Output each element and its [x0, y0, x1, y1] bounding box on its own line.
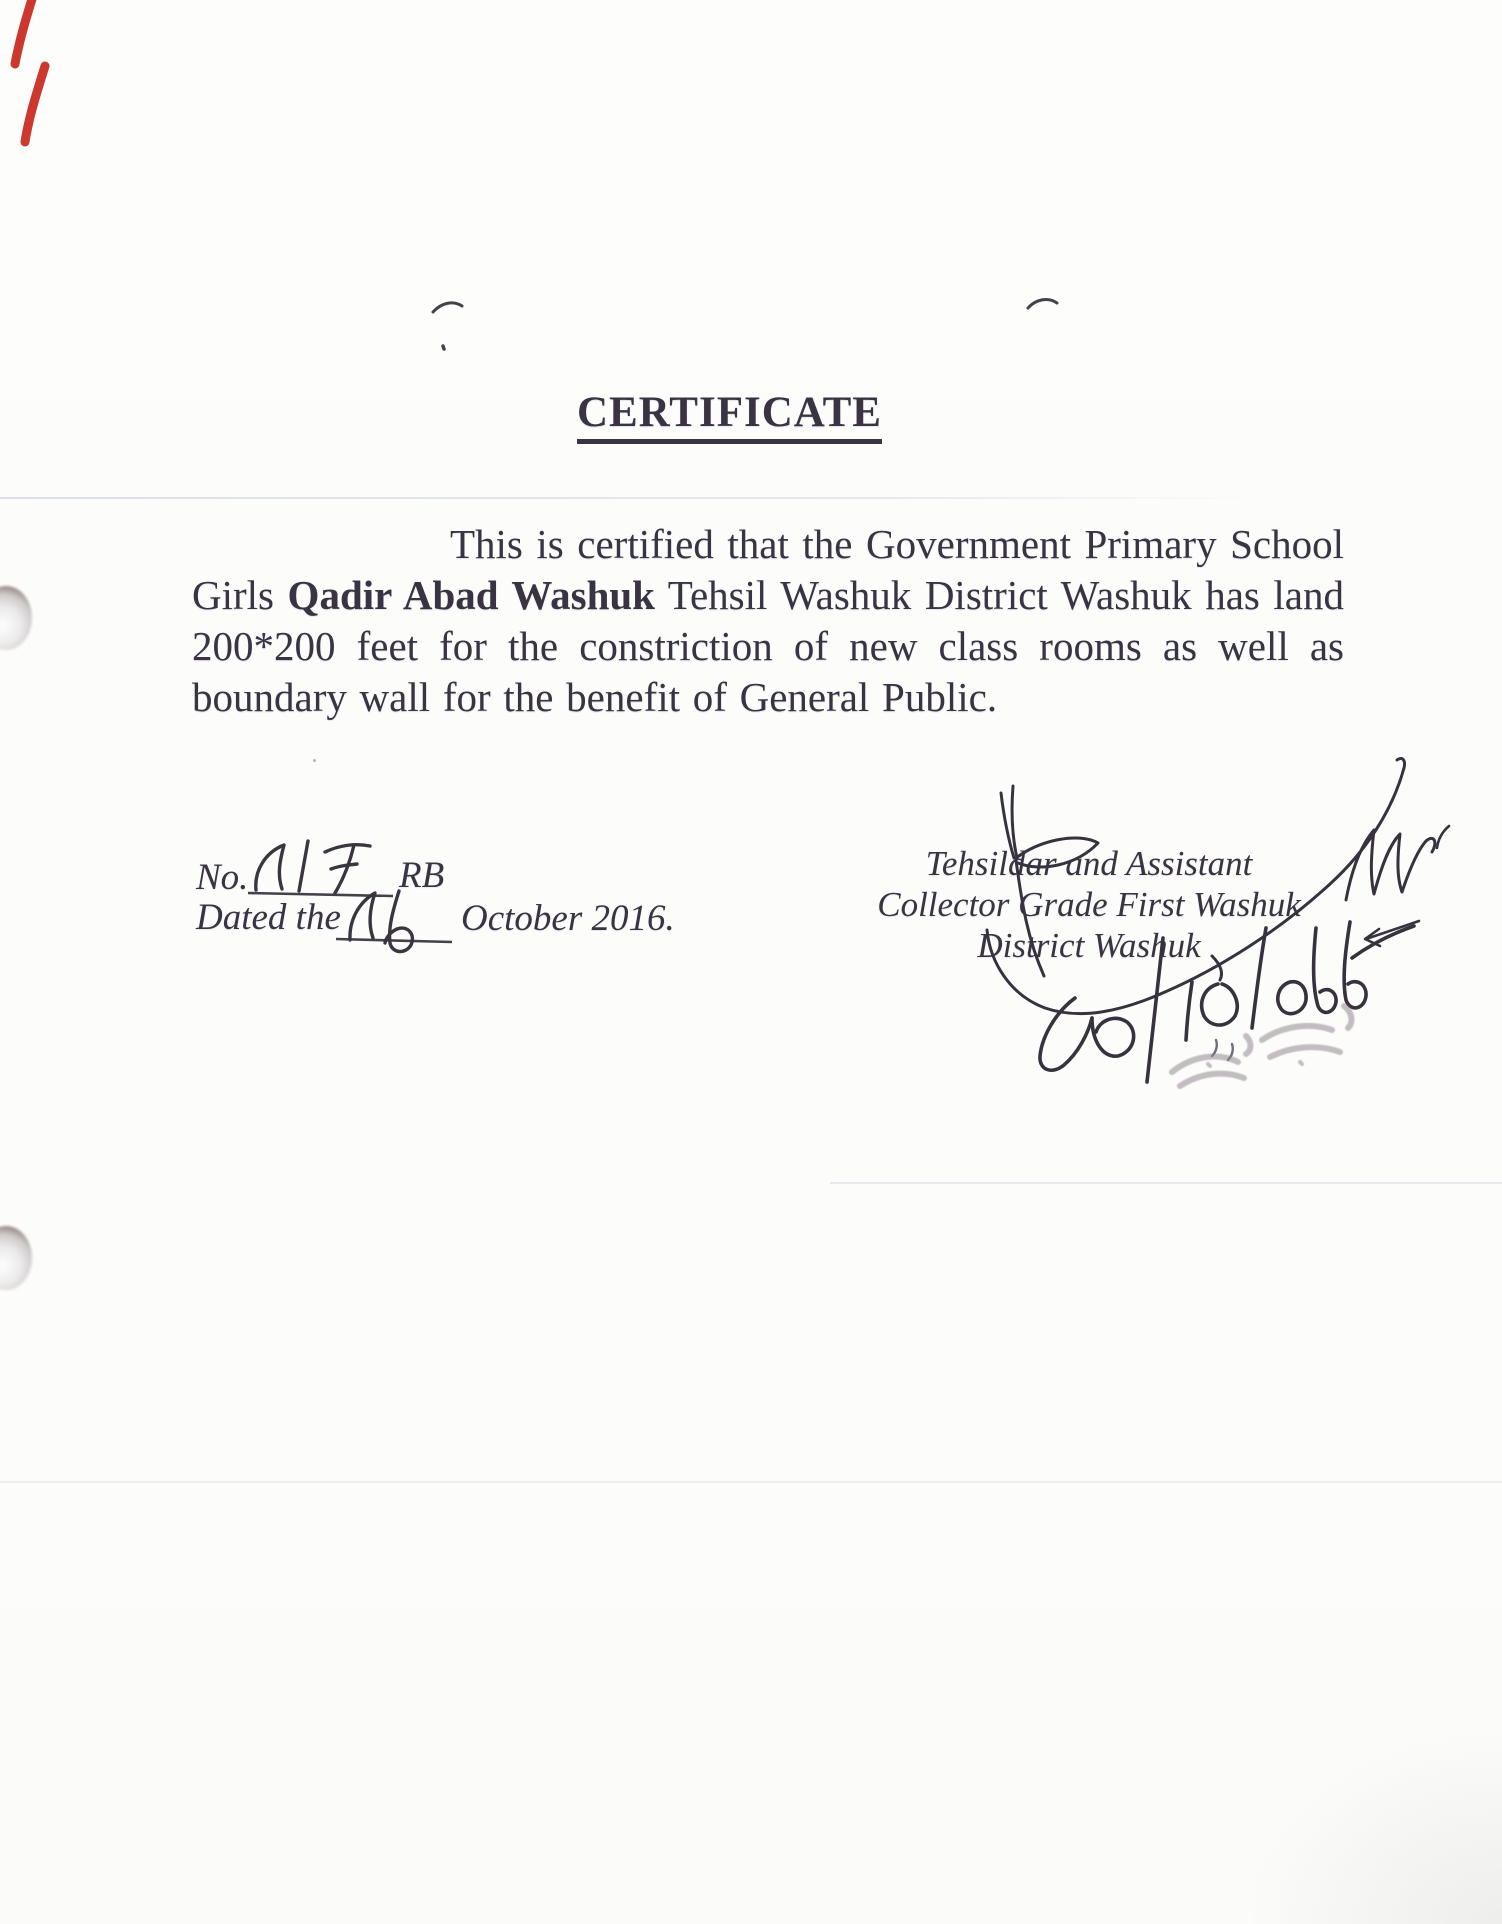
- red-edge-marks: [15, 0, 45, 142]
- reference-dated-suffix: October 2016.: [461, 898, 675, 939]
- scan-corner-shadow: [1242, 1724, 1502, 1924]
- hole-punch: [0, 586, 32, 650]
- reference-no-label: No.: [196, 857, 249, 898]
- handwritten-no-value: [256, 841, 370, 893]
- urdu-scribble: [1172, 1006, 1351, 1086]
- certificate-title: CERTIFICATE: [577, 388, 882, 444]
- pen-tick-marks: [433, 300, 1057, 349]
- certificate-body: [192, 519, 1344, 723]
- scan-speck: [313, 759, 316, 762]
- body-text-school-name: Qadir Abad Washuk: [287, 572, 655, 618]
- scan-artifact-line: [0, 1481, 1502, 1483]
- signatory-line3: District Washuk: [977, 926, 1201, 965]
- body-text-part2: Tehsil Washuk District Washuk has land 200*200 feet for the constriction of new class rooms as well as boundary wall for the benefit of General Public.: [192, 572, 1344, 720]
- signatory-line2: Collector Grade First Washuk: [877, 885, 1301, 924]
- scan-artifact-line: [0, 497, 1270, 499]
- hole-punch: [0, 1226, 32, 1290]
- reference-dated-label: Dated the: [196, 897, 341, 938]
- signatory-line1: Tehsildar and Assistant: [925, 844, 1253, 883]
- body-text-part1: This is certified that the Government Primary School Girls: [192, 521, 1344, 618]
- reference-no-suffix: RB: [399, 855, 445, 896]
- scan-artifact-line: [830, 1182, 1502, 1184]
- handwritten-dated-value: [350, 891, 412, 952]
- signatory-block: [850, 843, 1328, 966]
